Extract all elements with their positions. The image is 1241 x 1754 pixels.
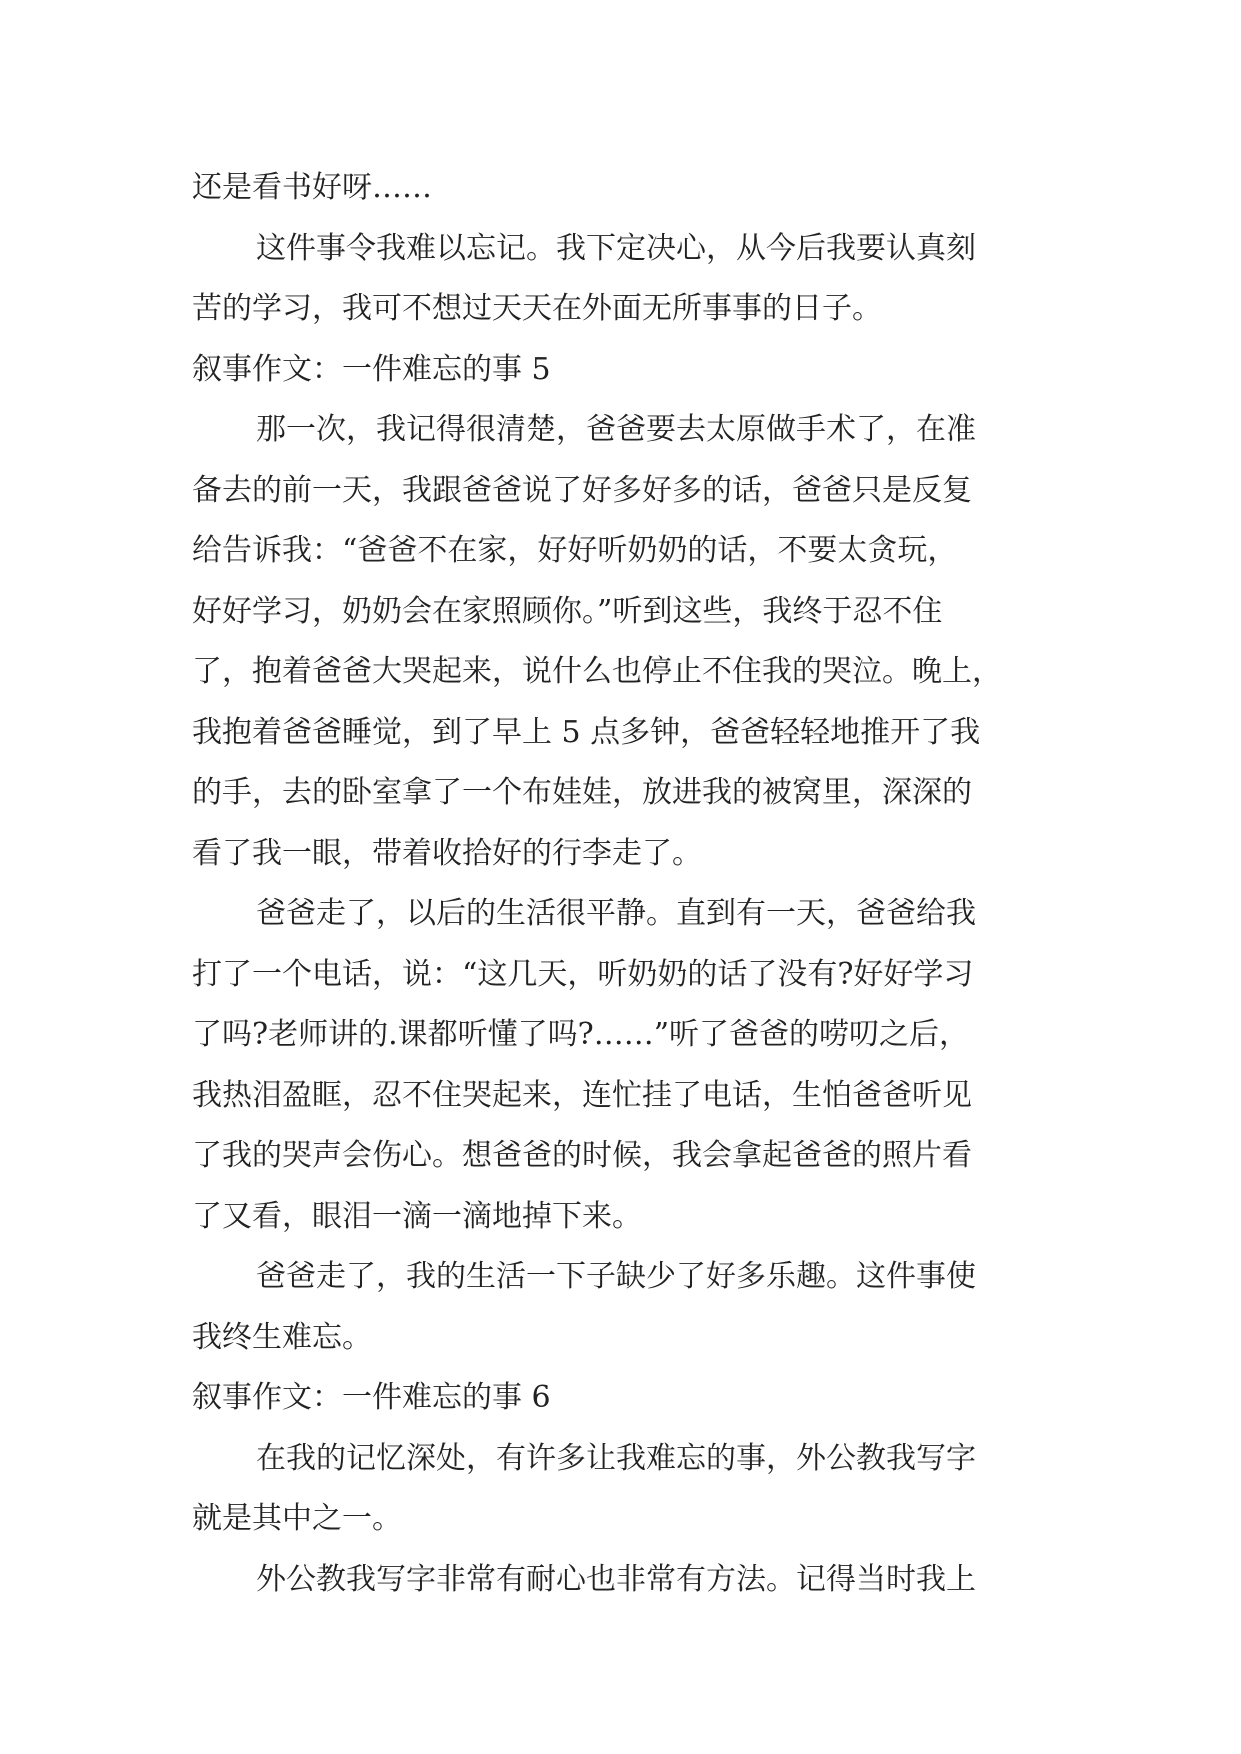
text-line: 了，抱着爸爸大哭起来，说什么也停止不住我的哭泣。晚上， xyxy=(192,654,1002,689)
paragraph-first-line: 爸爸走了，我的生活一下子缺少了好多乐趣。这件事使 xyxy=(256,1259,976,1294)
section-heading: 叙事作文：一件难忘的事 5 xyxy=(192,351,551,387)
text-line: 就是其中之一。 xyxy=(192,1501,402,1536)
paragraph-first-line: 那一次，我记得很清楚，爸爸要去太原做手术了，在准 xyxy=(256,412,976,447)
text-line: 苦的学习，我可不想过天天在外面无所事事的日子。 xyxy=(192,291,882,326)
text-line: 我热泪盈眶，忍不住哭起来，连忙挂了电话，生怕爸爸听见 xyxy=(192,1077,972,1113)
text-line: 给告诉我：“爸爸不在家，好好听奶奶的话，不要太贪玩， xyxy=(192,533,958,568)
document-page xyxy=(192,158,1058,1610)
text-line: 了我的哭声会伤心。想爸爸的时候，我会拿起爸爸的照片看 xyxy=(192,1138,972,1173)
paragraph-first-line: 外公教我写字非常有耐心也非常有方法。记得当时我上 xyxy=(256,1561,976,1597)
paragraph-first-line: 爸爸走了，以后的生活很平静。直到有一天，爸爸给我 xyxy=(256,896,976,931)
text-line: 了又看，眼泪一滴一滴地掉下来。 xyxy=(192,1198,642,1234)
text-line: 我终生难忘。 xyxy=(192,1319,372,1355)
paragraph-first-line: 这件事令我难以忘记。我下定决心，从今后我要认真刻 xyxy=(256,230,976,266)
text-line: 还是看书好呀…… xyxy=(192,170,432,205)
text-line: 我抱着爸爸睡觉，到了早上 5 点多钟，爸爸轻轻地推开了我 xyxy=(192,714,981,750)
text-line: 的手，去的卧室拿了一个布娃娃，放进我的被窝里，深深的 xyxy=(192,775,972,810)
text-line: 好好学习，奶奶会在家照顾你。”听到这些，我终于忍不住 xyxy=(192,593,943,629)
text-line: 了吗?老师讲的.课都听懂了吗?……”听了爸爸的唠叨之后， xyxy=(192,1017,970,1052)
text-line: 备去的前一天，我跟爸爸说了好多好多的话，爸爸只是反复 xyxy=(192,472,972,508)
paragraph-first-line: 在我的记忆深处，有许多让我难忘的事，外公教我写字 xyxy=(256,1440,976,1476)
text-line: 看了我一眼，带着收拾好的行李走了。 xyxy=(192,835,702,871)
section-heading: 叙事作文：一件难忘的事 6 xyxy=(192,1380,551,1415)
text-line: 打了一个电话，说：“这几天，听奶奶的话了没有?好好学习 xyxy=(192,956,974,992)
